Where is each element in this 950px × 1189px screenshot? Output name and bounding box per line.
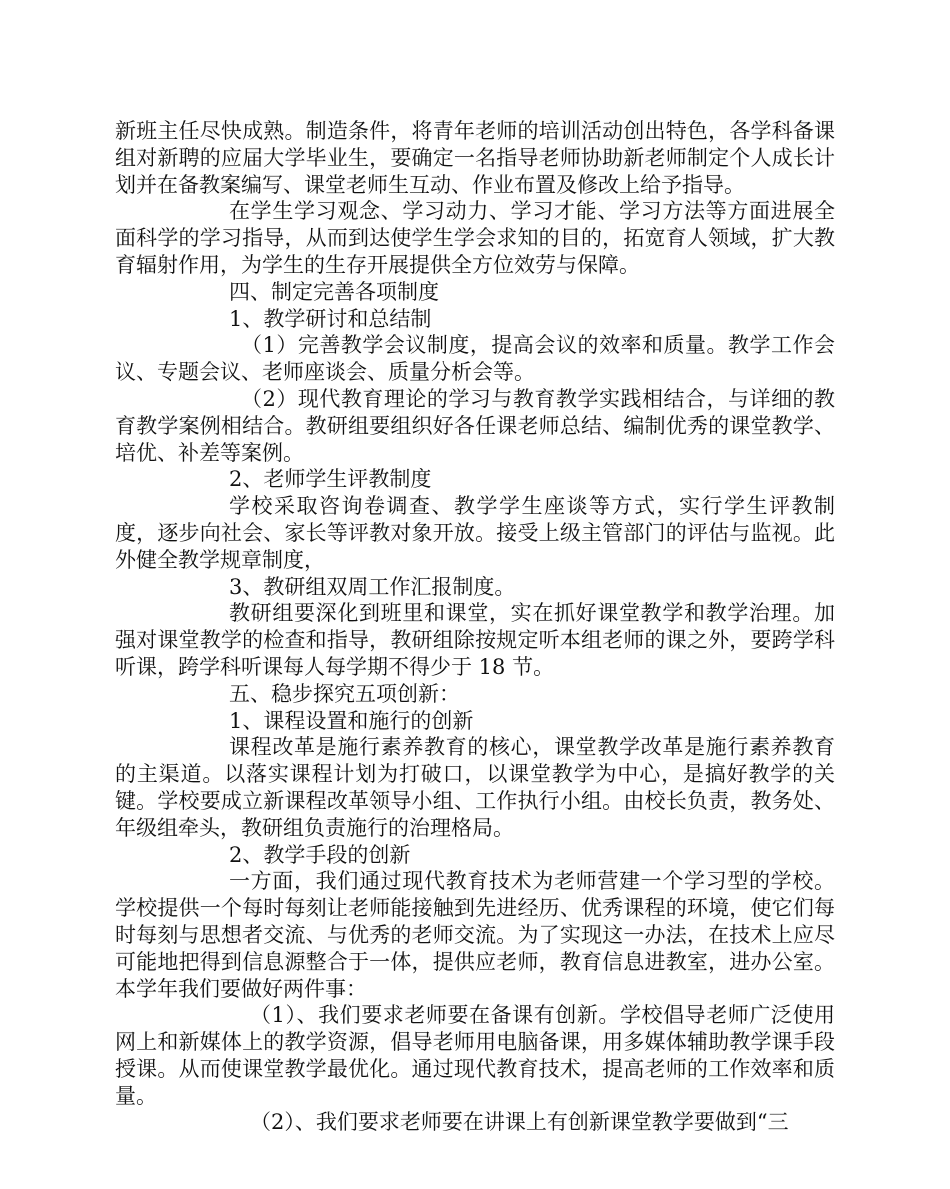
paragraph: （2）、我们要求老师要在讲课上有创新课堂教学要做到“三 bbox=[250, 1110, 789, 1135]
paragraph: 在学生学习观念、学习动力、学习才能、学习方法等方面进展全面科学的学习指导，从而到达使学生学会求知的目的，拓宽育人领域，扩大教育辐射作用，为学生的生存开展提供全方位效劳与保障。 bbox=[115, 199, 835, 277]
paragraph: （1）、我们要求老师要在备课有创新。学校倡导老师广泛使用网上和新媒体上的教学资源，倡导老师用电脑备课，用多媒体辅助教学课手段授课。从而使课堂教学最优化。通过现代教育技术，提高老师的工作效率和质量。 bbox=[115, 1003, 835, 1108]
document-body bbox=[115, 118, 835, 1136]
subsection-heading: 2、教学手段的创新 bbox=[229, 842, 411, 867]
section-heading: 五、稳步探究五项创新： bbox=[229, 681, 460, 706]
paragraph: 课程改革是施行素养教育的核心，课堂教学改革是施行素养教育的主渠道。以落实课程计划为打破口，以课堂教学为中心，是搞好教学的关键。学校要成立新课程改革领导小组、工作执行小组。由校长负责，教务处、年级组牵头，教研组负责施行的治理格局。 bbox=[115, 735, 835, 840]
subsection-heading: 1、课程设置和施行的创新 bbox=[229, 708, 474, 733]
paragraph: 教研组要深化到班里和课堂，实在抓好课堂教学和教学治理。加强对课堂教学的检查和指导，教研组除按规定听本组老师的课之外，要跨学科听课，跨学科听课每人每学期不得少于 18 节。 bbox=[115, 601, 835, 679]
paragraph: 一方面，我们通过现代教育技术为老师营建一个学习型的学校。学校提供一个每时每刻让老师能接触到先进经历、优秀课程的环境，使它们每时每刻与思想者交流、与优秀的老师交流。为了实现这一办法，在技术上应尽可能地把得到信息源整合于一体，提供应老师，教育信息进教室，进办公室。本学年我们要做好两件事： bbox=[115, 869, 835, 1001]
paragraph: 学校采取咨询卷调查、教学学生座谈等方式，实行学生评教制度，逐步向社会、家长等评教对象开放。接受上级主管部门的评估与监视。此外健全教学规章制度， bbox=[115, 494, 835, 572]
paragraph: （1）完善教学会议制度，提高会议的效率和质量。教学工作会议、专题会议、老师座谈会、质量分析会等。 bbox=[115, 333, 835, 385]
section-heading: 四、制定完善各项制度 bbox=[229, 279, 439, 304]
paragraph: （2）现代教育理论的学习与教育教学实践相结合，与详细的教育教学案例相结合。教研组要组织好各任课老师总结、编制优秀的课堂教学、培优、补差等案例。 bbox=[115, 386, 835, 465]
paragraph: 新班主任尽快成熟。制造条件，将青年老师的培训活动创出特色，各学科备课组对新聘的应届大学毕业生，要确定一名指导老师协助新老师制定个人成长计划并在备教案编写、课堂老师生互动、作业布置及修改上给予指导。 bbox=[115, 119, 835, 197]
subsection-heading: 3、教研组双周工作汇报制度。 bbox=[229, 574, 516, 599]
subsection-heading: 1、教学研讨和总结制 bbox=[229, 306, 432, 331]
subsection-heading: 2、老师学生评教制度 bbox=[229, 467, 432, 492]
